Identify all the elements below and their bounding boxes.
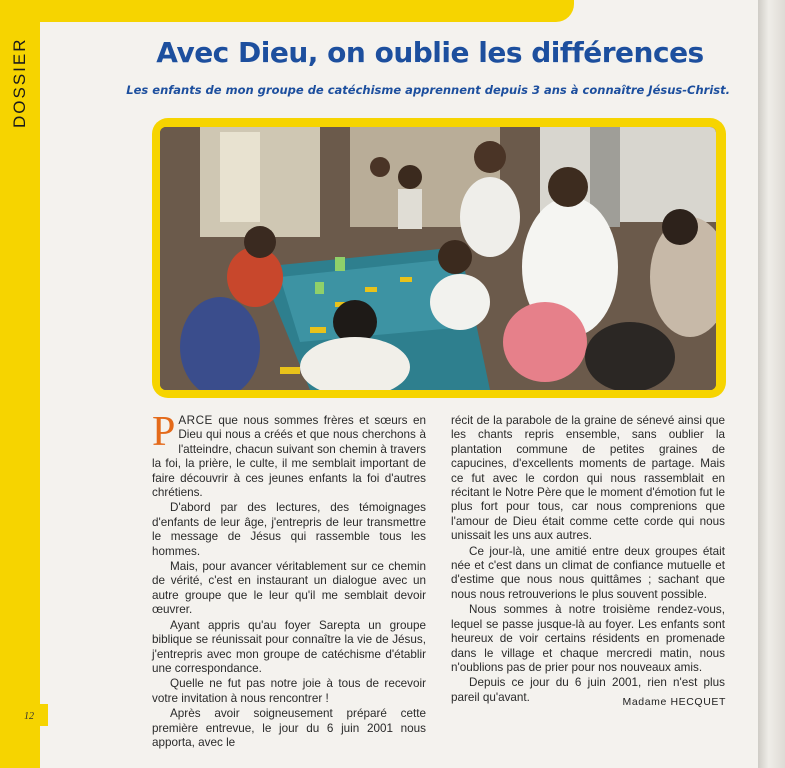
article-paragraph: Après avoir soigneusement préparé cette première entrevue, le jour du 6 juin 2001 nous apporta, avec le: [152, 707, 426, 749]
article-paragraph: Ce jour-là, une amitié entre deux groupes était née et c'est dans un climat de confiance mutuelle et d'estime que nous nous quittâmes ; sachant que nous nous retrouverions le plus souvent possible.: [451, 544, 725, 601]
article-paragraph: Ayant appris qu'au foyer Sarepta un groupe biblique se réunissait pour connaître la vie de Jésus, j'entrepris avec mon groupe de catéchisme d'établir une correspondance.: [152, 618, 426, 675]
page-gutter: [758, 0, 785, 768]
article-paragraph: D'abord par des lectures, des témoignages d'enfants de leur âge, j'entrepris de leur transmettre le message de Jésus qui rassemble tous les hommes.: [152, 501, 426, 558]
lead-caps: ARCE: [178, 414, 213, 427]
article-column-2: [451, 414, 725, 706]
article-paragraph: [152, 409, 426, 500]
photo-illustration: [160, 127, 716, 390]
article-title: Avec Dieu, on oublie les différences: [156, 36, 704, 69]
author-signature: Madame HECQUET: [622, 696, 726, 708]
article-paragraph: Quelle ne fut pas notre joie à tous de recevoir votre invitation à nous rencontrer !: [152, 677, 426, 705]
section-label: DOSSIER: [10, 37, 29, 129]
group-meal-photo: [160, 127, 716, 390]
drop-cap: P: [152, 409, 176, 455]
article-paragraph: récit de la parabole de la graine de sénevé ainsi que les chants repris ensemble, sans oublier la plantation commune de petites graines de capucines, d'excellents moments de partage. Mais ce fut avec le cordon qui nous rassemblait en récitant le Notre Père que le moment d'émotion fut le plus fort pour tous, car nous comprenions que l'amour de Dieu était comme cette corde qui nous unissait les uns aux autres.: [451, 414, 725, 543]
article-column-1: [152, 409, 426, 751]
yellow-top-band: [0, 0, 574, 22]
article-paragraph: Mais, pour avancer véritablement sur ce chemin de vérité, c'est en instaurant un dialogue avec un autre groupe que le leur qu'il me semblait devoir œuvrer.: [152, 560, 426, 617]
page-number: 12: [24, 711, 34, 722]
article-paragraph: Nous sommes à notre troisième rendez-vous, lequel se passe jusque-là au foyer. Les enfants sont heureux de voir certains résidents en promenade dans le village et chaque mercredi matin, nous n'oublions pas de prier pour nos nouveaux amis.: [451, 603, 725, 674]
article-paragraph: Depuis ce jour du 6 juin 2001, rien n'est plus pareil qu'avant.: [451, 676, 725, 704]
article-subtitle: Les enfants de mon groupe de catéchisme apprennent depuis 3 ans à connaître Jésus-Christ.: [126, 83, 730, 97]
paragraph-text: que nous sommes frères et sœurs en Dieu qui nous a créés et que nous cherchons à l'atteindre, chacun suivant son chemin à travers la foi, la prière, le culte, il me semblait important de faire découvrir à ces jeunes enfants la foi d'autres chrétiens.: [152, 414, 426, 500]
